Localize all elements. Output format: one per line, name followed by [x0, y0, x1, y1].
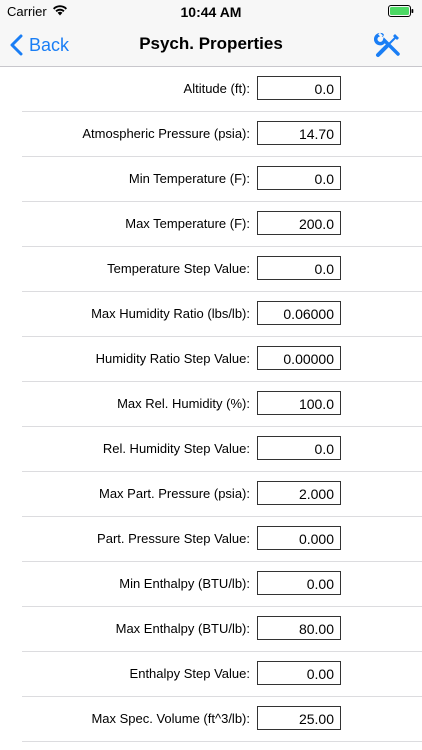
- property-row: [22, 517, 422, 562]
- wrench-screwdriver-icon: [374, 31, 402, 59]
- property-label: Max Part. Pressure (psia):: [99, 486, 250, 501]
- property-label: Max Humidity Ratio (lbs/lb):: [91, 306, 250, 321]
- property-label: Part. Pressure Step Value:: [97, 531, 250, 546]
- property-label: Max Temperature (F):: [125, 216, 250, 231]
- property-label: Min Enthalpy (BTU/lb):: [119, 576, 250, 591]
- property-value-field[interactable]: 80.00: [257, 616, 341, 640]
- property-row: [22, 382, 422, 427]
- property-value-field[interactable]: 0.0: [257, 256, 341, 280]
- property-value-field[interactable]: 0.0: [257, 76, 341, 100]
- property-row: [22, 562, 422, 607]
- property-label: Max Enthalpy (BTU/lb):: [115, 621, 250, 636]
- property-label: Temperature Step Value:: [107, 261, 250, 276]
- property-value-field[interactable]: 0.00000: [257, 346, 341, 370]
- navigation-bar: [0, 24, 422, 67]
- status-bar: [0, 0, 422, 24]
- property-row: [22, 247, 422, 292]
- property-row: [22, 472, 422, 517]
- property-value-field[interactable]: 200.0: [257, 211, 341, 235]
- property-value-field[interactable]: 2.000: [257, 481, 341, 505]
- property-label: Enthalpy Step Value:: [129, 666, 250, 681]
- property-value-field[interactable]: 0.06000: [257, 301, 341, 325]
- property-label: Rel. Humidity Step Value:: [102, 441, 250, 456]
- property-value-field[interactable]: 100.0: [257, 391, 341, 415]
- property-label: Min Temperature (F):: [128, 171, 250, 186]
- back-button-label: Back: [29, 34, 70, 55]
- battery-icon: [388, 5, 414, 17]
- carrier-label: Carrier: [7, 4, 47, 19]
- property-row: [22, 112, 422, 157]
- property-value-field[interactable]: 0.0: [257, 166, 341, 190]
- property-row: [22, 202, 422, 247]
- property-row: [22, 652, 422, 697]
- property-label: Atmospheric Pressure (psia):: [82, 126, 250, 141]
- property-value-field[interactable]: 25.00: [257, 706, 341, 730]
- property-value-field[interactable]: 0.000: [257, 526, 341, 550]
- property-row: [22, 67, 422, 112]
- property-row: [22, 697, 422, 742]
- property-label: Altitude (ft):: [183, 81, 250, 96]
- property-value-field[interactable]: 0.0: [257, 436, 341, 460]
- property-row: [22, 292, 422, 337]
- property-label: Max Rel. Humidity (%):: [117, 396, 250, 411]
- property-label: Max Spec. Volume (ft^3/lb):: [91, 711, 250, 726]
- tools-button[interactable]: [374, 31, 402, 59]
- property-value-field[interactable]: 0.00: [257, 661, 341, 685]
- property-row: [22, 427, 422, 472]
- property-row: [22, 157, 422, 202]
- property-value-field[interactable]: 0.00: [257, 571, 341, 595]
- property-row: [22, 337, 422, 382]
- property-row: [22, 607, 422, 652]
- properties-list: [0, 67, 422, 742]
- status-time: 10:44 AM: [180, 4, 242, 20]
- page-title: Psych. Properties: [139, 34, 283, 53]
- property-label: Humidity Ratio Step Value:: [95, 351, 250, 366]
- property-value-field[interactable]: 14.70: [257, 121, 341, 145]
